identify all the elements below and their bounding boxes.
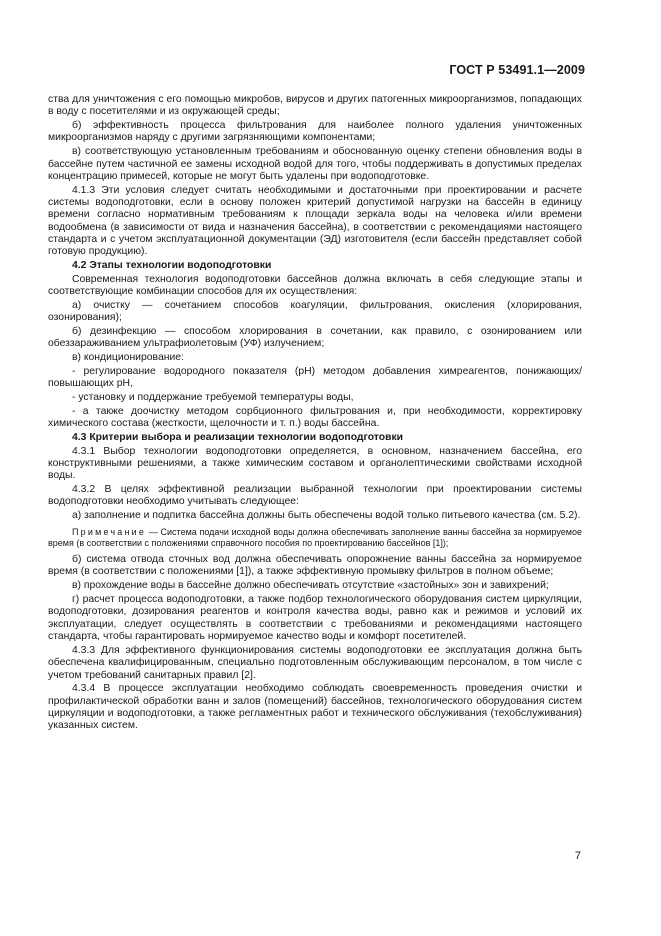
paragraph: 4.1.3 Эти условия следует считать необходимыми и достаточными при проектировании и расчете системы водоподготовки, если в основу положен критерий допустимой нагрузки на бассейн в единицу времени согласно нормативным требованиям к площади зеркала воды на человека и/или времени водообмена (в зависимости от вида и назначения бассейна), в соответствии с рекомендациями настоящего стандарта и с учетом эксплуатационной документации (ЭД) изготовителя (если бассейн представляет собой готовую продукцию). — [48, 184, 582, 258]
paragraph: б) эффективность процесса фильтрования для наиболее полного удаления уничтоженных микроорганизмов наряду с другими загрязняющими компонентами; — [48, 120, 582, 144]
paragraph: Современная технология водоподготовки бассейнов должна включать в себя следующие этапы и соответствующие комбинации способов для их осуществления: — [48, 273, 582, 297]
standard-header: ГОСТ Р 53491.1—2009 — [449, 63, 585, 77]
section-heading-4-3: 4.3 Критерии выбора и реализации технологии водоподготовки — [72, 432, 404, 444]
section-heading-4-2: 4.2 Этапы технологии водоподготовки — [72, 260, 272, 272]
list-item: - установку и поддержание требуемой температуры воды, — [72, 392, 354, 404]
list-item: б) система отвода сточных вод должна обеспечивать опорожнение ванны бассейна за нормируемое время (в соответствии с положениями [1]), а также эффективную промывку фильтров в полном объеме; — [48, 554, 582, 578]
note-label: Примечание — [72, 526, 147, 537]
note-text: — Система подачи исходной воды должна обеспечивать заполнение ванны бассейна за нормируемое время (в соответствии с положениями справочного пособия по проектированию бассейнов [1]); — [48, 526, 582, 548]
paragraph: в) соответствующую установленным требованиям и обоснованную оценку степени обновления воды в бассейне путем частичной ее замены исходной водой для того, чтобы поддерживать в допустимых пределах концентрацию примесей, которые не могут быть удалены при водоподготовке. — [48, 146, 582, 182]
paragraph: 4.3.1 Выбор технологии водоподготовки определяется, в основном, назначением бассейна, его конструктивными решениями, а также химическим составом и органолептическими свойствами исходной воды. — [48, 445, 582, 482]
list-item: а) заполнение и подпитка бассейна должны быть обеспечены водой только питьевого качества (см. 5.2). — [72, 510, 581, 522]
document-body — [48, 94, 582, 734]
paragraph: 4.3.2 В целях эффективной реализации выбранной технологии при проектировании системы водоподготовки необходимо учитывать следующее: — [48, 484, 582, 508]
list-item: г) расчет процесса водоподготовки, а также подбор технологического оборудования систем циркуляции, водоподготовки, дозирования реагентов и контроля качества воды, равно как и режимов и условий их эксплуатации, следует осуществлять в соответствии с требованиями и рекомендациями настоящего стандарта, чтобы гарантировать нормируемое качество воды и комфорт посетителей. — [48, 594, 582, 643]
list-item: в) кондиционирование: — [72, 352, 184, 364]
list-item: а) очистку — сочетанием способов коагуляции, фильтрования, окисления (хлорирования, озонирования); — [48, 299, 582, 324]
paragraph: ства для уничтожения с его помощью микробов, вирусов и других патогенных микроорганизмов, попадающих в воду с посетителями и из окружающей среды; — [48, 94, 582, 118]
paragraph: 4.3.4 В процессе эксплуатации необходимо соблюдать своевременность проведения очистки и профилактической обработки ванн и залов (помещений) бассейнов, технологического оборудования систем циркуляции и водоподготовки, а также регламентных работ и технического обслуживания (техобслуживания) указанных систем. — [48, 683, 582, 732]
list-item: в) прохождение воды в бассейне должно обеспечивать отсутствие «застойных» зон и завихрений; — [72, 580, 549, 592]
list-item: - а также доочистку методом сорбционного фильтрования и, при необходимости, корректировку химического состава (жесткости, щелочности и т. п.) воды бассейна. — [48, 406, 582, 430]
note — [48, 527, 582, 550]
list-item: б) дезинфекцию — способом хлорирования в сочетании, как правило, с озонированием или обеззараживанием ультрафиолетовым (УФ) излучением; — [48, 325, 582, 350]
list-item: - регулирование водородного показателя (рН) методом добавления химреагентов, понижающих/повышающих рН, — [48, 365, 582, 390]
page-number: 7 — [574, 850, 581, 862]
paragraph: 4.3.3 Для эффективного функционирования системы водоподготовки ее эксплуатация должна быть обеспечена квалифицированным, специально подготовленным обслуживающим персоналом, в том числе с учетом требований санитарных правил [2]. — [48, 644, 582, 681]
